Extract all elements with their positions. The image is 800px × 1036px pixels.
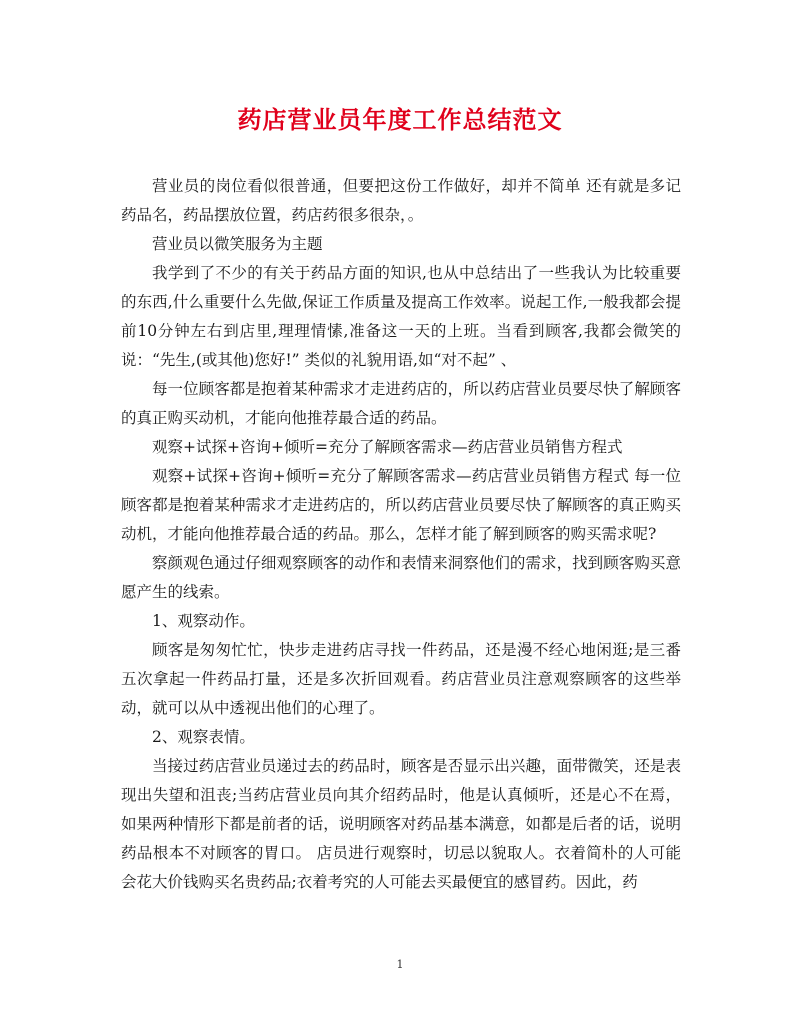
- paragraph-observe-intro: 察颜观色通过仔细观察顾客的动作和表情来洞察他们的需求，找到顾客购买意愿产生的线索。: [121, 554, 681, 601]
- paragraph-observe-actions: 顾客是匆匆忙忙，快步走进药店寻找一件药品，还是漫不经心地闲逛;是三番五次拿起一件药品打量，还是多次折回观看。药店营业员注意观察顾客的这些举动，就可以从中透视出他们的心理了。: [121, 641, 681, 717]
- paragraph-smile-service: 营业员以微笑服务为主题: [152, 235, 323, 253]
- paragraph-heading-expressions: 2、观察表情。: [152, 728, 255, 746]
- paragraph-customer-needs: 每一位顾客都是抱着某种需求才走进药店的，所以药店营业员要尽快了解顾客的真正购买动机，才能向他推荐最合适的药品。: [121, 380, 681, 427]
- document-title: 药店营业员年度工作总结范文: [237, 105, 563, 134]
- paragraph-learning: 我学到了不少的有关于药品方面的知识,也从中总结出了一些我认为比较重要的东西,什么重要什么先做,保证工作质量及提高工作效率。说起工作,一般我都会提前10分钟左右到店里,理理情愫,准备这一天的上班。当看到顾客,我都会微笑的说：“先生,(或其他)您好!” 类似的礼貌用语,如“对不起” 、: [121, 264, 681, 369]
- paragraph-observe-expressions: 当接过药店营业员递过去的药品时，顾客是否显示出兴趣，面带微笑，还是表现出失望和沮丧;当药店营业员向其介绍药品时，他是认真倾听，还是心不在焉，如果两种情形下都是前者的话，说明顾客对药品基本满意，如都是后者的话，说明药品根本不对顾客的胃口。 店员进行观察时，切忌以貌取人。衣着简朴的人可能会花大价钱购买名贵药品;衣着考究的人可能去买最便宜的感冒药。因此，药: [121, 757, 681, 891]
- paragraph-sales-formula-detail: 观察+试探+咨询+倾听=充分了解顾客需求—药店营业员销售方程式 每一位顾客都是抱着某种需求才走进药店的，所以药店营业员要尽快了解顾客的真正购买动机，才能向他推荐最合适的药品。那么，怎样才能了解到顾客的购买需求呢?: [121, 467, 681, 543]
- paragraph-heading-actions: 1、观察动作。: [152, 612, 255, 630]
- paragraph-intro: 营业员的岗位看似很普通，但要把这份工作做好，却并不简单 还有就是多记药品名，药品摆放位置，药店药很多很杂，。: [121, 177, 681, 224]
- page-number: 1: [396, 958, 404, 971]
- document-body: [121, 172, 681, 897]
- paragraph-sales-formula: 观察+试探+咨询+倾听=充分了解顾客需求—药店营业员销售方程式: [152, 438, 623, 456]
